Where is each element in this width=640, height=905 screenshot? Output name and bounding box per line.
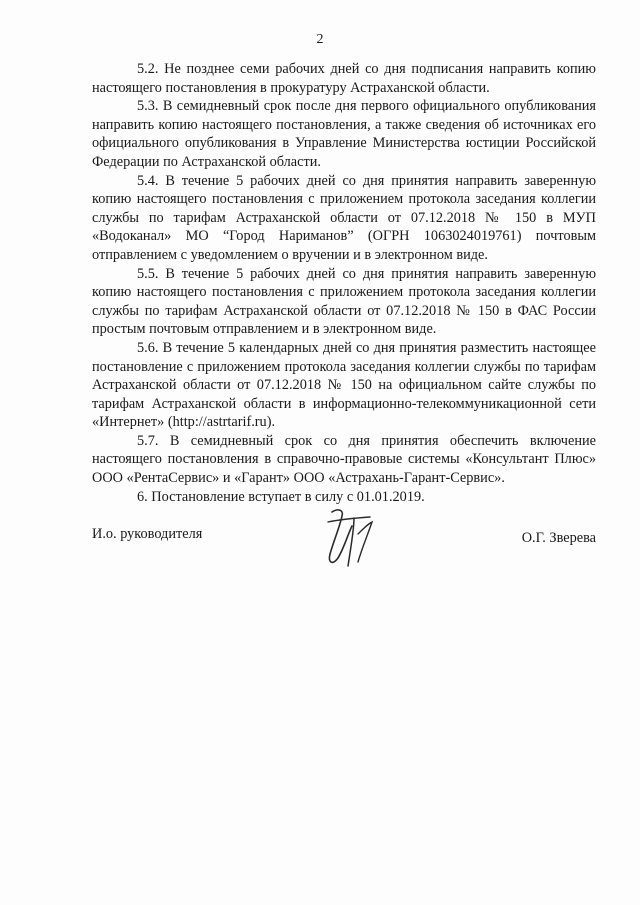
paragraph-5-3: 5.3. В семидневный срок после дня первого официального опубликования направить копию настоящего постановления, а также сведения об источниках его официального опубликования в Управление Министерства юстиции Российской Федерации по Астраханской области. — [92, 98, 596, 170]
paragraph-6: 6. Постановление вступает в силу с 01.01.2019. — [137, 488, 425, 505]
document-body — [92, 60, 596, 506]
signatory-role: И.о. руководителя — [92, 526, 203, 542]
signature-block — [92, 504, 596, 584]
signatory-name: О.Г. Зверева — [521, 530, 596, 546]
handwritten-signature-icon — [318, 504, 388, 574]
paragraph-5-7: 5.7. В семидневный срок со дня принятия обеспечить включение настоящего постановления в справочно-правовые системы «Консультант Плюс» ООО «РентаСервис» и «Гарант» ООО «Астрахань-Гарант-Сервис». — [92, 432, 596, 487]
paragraph-5-5: 5.5. В течение 5 рабочих дней со дня принятия направить заверенную копию настоящего постановления с приложением протокола заседания коллегии службы по тарифам Астраханской области от 07.12.2018 № 150 в ФАС России простым почтовым отправлением и в электронном виде. — [92, 265, 596, 338]
paragraph-5-6: 5.6. В течение 5 календарных дней со дня принятия разместить настоящее постановление с приложением протокола заседания коллегии службы по тарифам Астраханской области от 07.12.2018 № 150 на официальном сайте службы по тарифам Астраханской области в информационно-телекоммуникационной сети «Интернет» (http://astrtarif.ru). — [92, 339, 596, 431]
page-number: 2 — [316, 32, 324, 47]
paragraph-5-4: 5.4. В течение 5 рабочих дней со дня принятия направить заверенную копию настоящего постановления с приложением протокола заседания коллегии службы по тарифам Астраханской области от 07.12.2018 № 150 в МУП «Водоканал» МО “Город Нариманов” (ОГРН 1063024019761) почтовым отправлением с уведомлением о вручении и в электронном виде. — [92, 172, 596, 263]
paragraph-5-2: 5.2. Не позднее семи рабочих дней со дня подписания направить копию настоящего постановления в прокуратуру Астраханской области. — [92, 61, 596, 96]
